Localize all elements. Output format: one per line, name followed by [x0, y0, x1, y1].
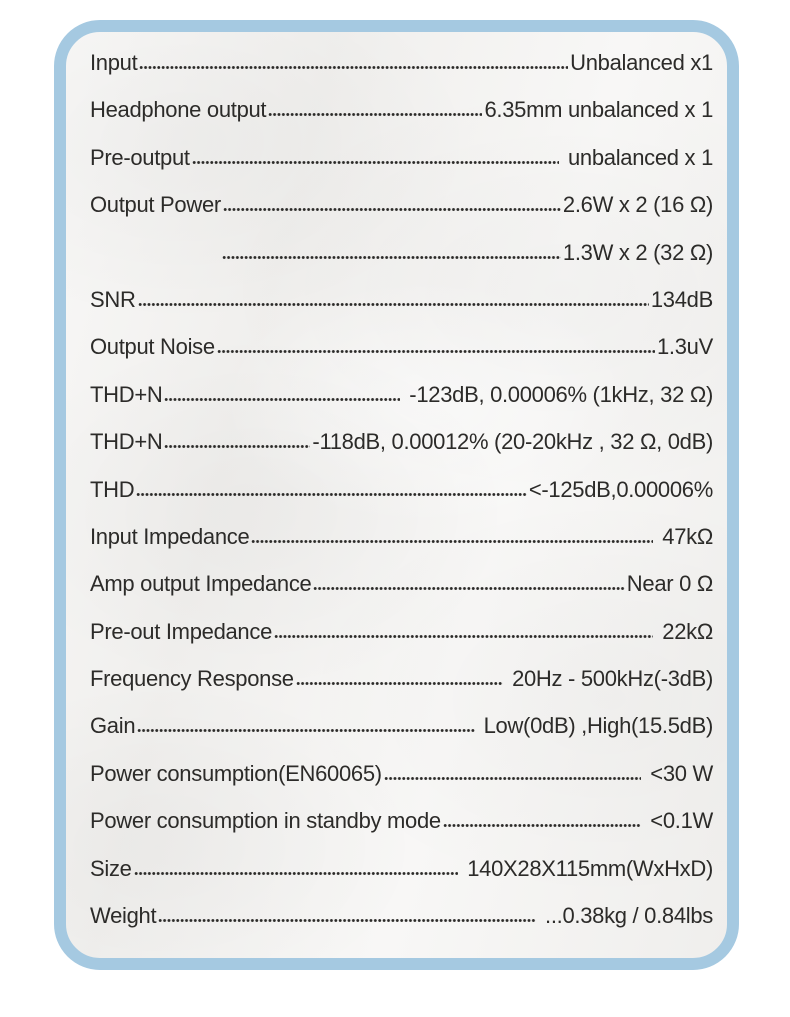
spec-value: <0.1W [650, 808, 713, 834]
dot-leader [192, 160, 559, 165]
dot-leader [134, 871, 459, 876]
dot-leader [158, 918, 536, 923]
spec-value: -123dB, 0.00006% (1kHz, 32 Ω) [409, 381, 713, 407]
spec-row [90, 39, 713, 86]
spec-label: THD+N [90, 429, 163, 455]
spec-row [90, 323, 713, 370]
spec-label: Frequency Response [90, 666, 294, 692]
dot-leader [222, 255, 561, 260]
dot-leader [217, 349, 655, 354]
spec-value: -118dB, 0.00012% (20-20kHz , 32 Ω, 0dB) [312, 429, 713, 455]
spec-row [90, 845, 713, 892]
spec-row [90, 229, 713, 276]
spec-row [90, 181, 713, 228]
spec-value: <30 W [650, 760, 713, 786]
spec-list [90, 39, 713, 939]
dot-leader [443, 823, 641, 828]
spec-label: Output Noise [90, 334, 215, 360]
dot-leader [139, 65, 568, 70]
spec-row [90, 513, 713, 560]
spec-row [90, 750, 713, 797]
spec-value: 134dB [650, 286, 713, 312]
spec-value: unbalanced x 1 [567, 144, 713, 170]
spec-label: Pre-out Impedance [90, 618, 273, 644]
spec-row [90, 134, 713, 181]
spec-row [90, 702, 713, 749]
spec-row [90, 86, 713, 133]
spec-row [90, 371, 713, 418]
dot-leader [136, 492, 526, 497]
spec-row [90, 797, 713, 844]
spec-value: Near 0 Ω [626, 571, 713, 597]
spec-label: Power consumption in standby mode [90, 808, 441, 834]
spec-label: THD [90, 476, 135, 502]
dot-leader [268, 112, 482, 117]
spec-value: ...0.38kg / 0.84lbs [545, 903, 713, 929]
dot-leader [384, 776, 641, 781]
spec-label: Headphone output [90, 97, 267, 123]
spec-label: Amp output Impedance [90, 571, 312, 597]
spec-row [90, 466, 713, 513]
spec-label: Size [90, 855, 132, 881]
spec-value: 47kΩ [662, 523, 713, 549]
spec-value: 6.35mm unbalanced x 1 [484, 97, 713, 123]
spec-label: Gain [90, 713, 136, 739]
dot-leader [164, 444, 310, 449]
spec-label: Input [90, 50, 138, 75]
spec-value: 140X28X115mm(WxHxD) [467, 855, 713, 881]
spec-label: Pre-output [90, 144, 190, 170]
spec-row [90, 560, 713, 607]
dot-leader [274, 634, 653, 639]
spec-value: 20Hz - 500kHz(-3dB) [512, 666, 713, 692]
dot-leader [251, 539, 653, 544]
dot-leader [313, 586, 624, 591]
dot-leader [296, 681, 503, 686]
spec-value: 1.3uV [657, 334, 713, 360]
dot-leader [223, 207, 561, 212]
dot-leader [164, 397, 400, 402]
spec-row [90, 276, 713, 323]
spec-value: Unbalanced x1 [570, 50, 713, 75]
spec-row [90, 418, 713, 465]
spec-row [90, 892, 713, 939]
spec-label: Input Impedance [90, 523, 250, 549]
spec-label: SNR [90, 286, 136, 312]
spec-row [90, 655, 713, 702]
spec-label: Output Power [90, 192, 221, 218]
spec-value: <-125dB,0.00006% [528, 476, 713, 502]
spec-row [90, 608, 713, 655]
spec-value: Low(0dB) ,High(15.5dB) [483, 713, 713, 739]
spec-value: 2.6W x 2 (16 Ω) [562, 192, 713, 218]
spec-value: 22kΩ [662, 618, 713, 644]
spec-label: THD+N [90, 381, 163, 407]
dot-leader [137, 728, 474, 733]
spec-label: Weight [90, 903, 157, 929]
dot-leader [138, 302, 649, 307]
spec-card [54, 20, 739, 970]
spec-label: Power consumption(EN60065) [90, 760, 382, 786]
spec-value: 1.3W x 2 (32 Ω) [562, 239, 713, 265]
